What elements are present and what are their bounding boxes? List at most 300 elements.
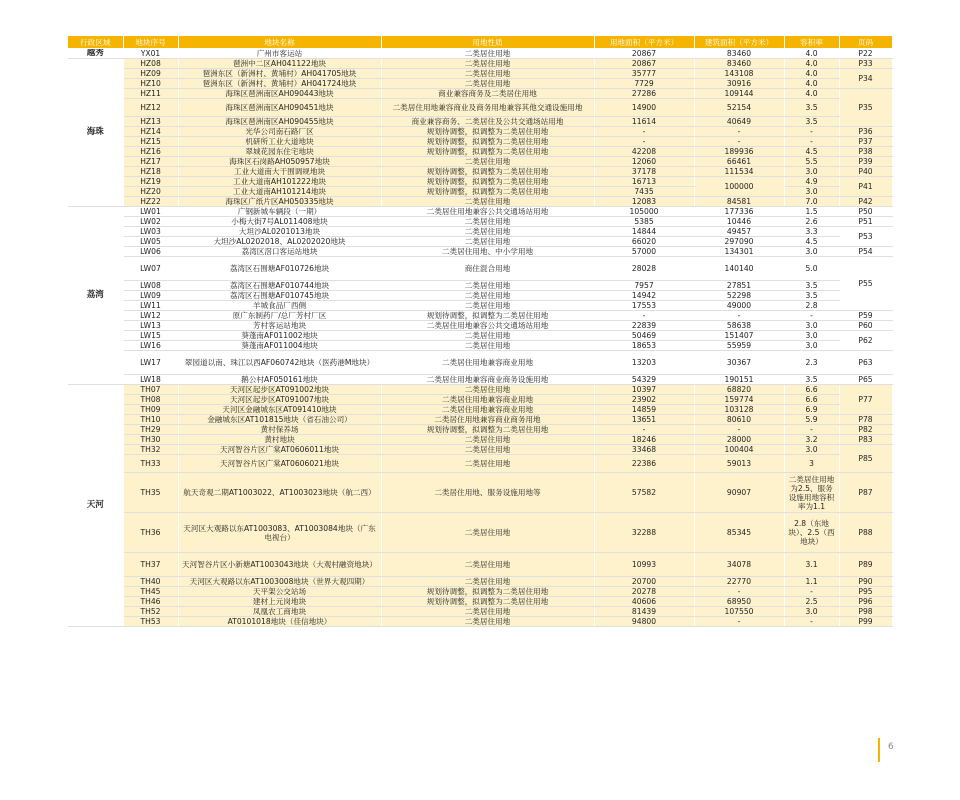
building-area-cell: 68820 <box>694 385 784 395</box>
parcel-name-cell: 光华公司南石路厂区 <box>178 127 381 137</box>
table-row <box>68 311 892 321</box>
parcel-name-cell: 琶洲东区（新洲村、黄埔村）AH041724地块 <box>178 79 381 89</box>
parcel-name-cell: 天河区大观路以东AT1003083、AT1003084地块（广东电视台） <box>178 513 381 553</box>
building-area-cell: - <box>694 425 784 435</box>
table-row <box>68 147 892 157</box>
page-cell: P82 <box>839 425 892 435</box>
land-area-cell: 14844 <box>594 227 694 237</box>
land-area-cell: 23902 <box>594 395 694 405</box>
page-cell: P35 <box>839 89 892 127</box>
land-area-cell: 13651 <box>594 415 694 425</box>
building-area-cell: 140140 <box>694 257 784 281</box>
header-page: 页码 <box>839 36 892 49</box>
plot-ratio-cell: 3.0 <box>784 331 839 341</box>
land-use-cell: 二类居住用地 <box>381 49 594 59</box>
table-row <box>68 99 892 117</box>
parcel-id-cell: TH45 <box>123 587 178 597</box>
plot-ratio-cell: 3.0 <box>784 321 839 331</box>
header-land-use: 用地性质 <box>381 36 594 49</box>
land-use-cell: 二类居住用地 <box>381 237 594 247</box>
page-cell: P62 <box>839 331 892 351</box>
parcel-name-cell: 小梅大街7号AL011408地块 <box>178 217 381 227</box>
land-area-cell: 28028 <box>594 257 694 281</box>
building-area-cell: 52298 <box>694 291 784 301</box>
plot-ratio-cell: 2.8 <box>784 301 839 311</box>
table-row <box>68 137 892 147</box>
land-area-cell: 27286 <box>594 89 694 99</box>
land-use-cell: 二类居住用地 <box>381 301 594 311</box>
page-cell: P38 <box>839 147 892 157</box>
table-row <box>68 385 892 395</box>
parcel-name-cell: 大坦沙AL0201013地块 <box>178 227 381 237</box>
land-area-cell: 22839 <box>594 321 694 331</box>
building-area-cell: 297090 <box>694 237 784 247</box>
plot-ratio-cell: 3.5 <box>784 375 839 385</box>
table-row <box>68 59 892 69</box>
parcel-id-cell: HZ09 <box>123 69 178 79</box>
parcel-name-cell: 海珠区琶洲南区AH090451地块 <box>178 99 381 117</box>
land-area-cell: 66020 <box>594 237 694 247</box>
land-area-cell: 57582 <box>594 473 694 513</box>
page-cell: P85 <box>839 445 892 473</box>
plot-ratio-cell: 4.0 <box>784 89 839 99</box>
table-row <box>68 375 892 385</box>
page-cell: P98 <box>839 607 892 617</box>
parcel-id-cell: HZ13 <box>123 117 178 127</box>
table-row <box>68 587 892 597</box>
parcel-name-cell: 海珠区琶洲南区AH090455地块 <box>178 117 381 127</box>
land-area-cell: 10993 <box>594 553 694 577</box>
parcel-name-cell: 天河区大观路以东AT1003008地块（世界大观四期） <box>178 577 381 587</box>
building-area-cell: 151407 <box>694 331 784 341</box>
land-area-cell: - <box>594 425 694 435</box>
parcel-id-cell: TH46 <box>123 597 178 607</box>
page-cell: P78 <box>839 415 892 425</box>
land-use-cell: 二类居住用地 <box>381 341 594 351</box>
page-cell: P83 <box>839 435 892 445</box>
parcel-id-cell: LW01 <box>123 207 178 217</box>
district-cell: 荔湾 <box>68 207 123 385</box>
page-cell: P63 <box>839 351 892 375</box>
parcel-name-cell: 天河智谷片区小新塘AT1003043地块（大观村融资地块） <box>178 553 381 577</box>
page-cell: P96 <box>839 597 892 607</box>
plot-ratio-cell: 3.3 <box>784 227 839 237</box>
building-area-cell: 27851 <box>694 281 784 291</box>
page-cell: P50 <box>839 207 892 217</box>
parcel-id-cell: TH29 <box>123 425 178 435</box>
parcel-id-cell: TH10 <box>123 415 178 425</box>
land-area-cell: 22386 <box>594 455 694 473</box>
land-use-cell: 规划待调整，拟调整为二类居住用地 <box>381 127 594 137</box>
land-area-cell: 50469 <box>594 331 694 341</box>
parcel-id-cell: HZ17 <box>123 157 178 167</box>
land-use-cell: 二类居住用地 <box>381 331 594 341</box>
land-use-cell: 二类居住用地 <box>381 291 594 301</box>
table-row <box>68 435 892 445</box>
land-use-cell: 商住混合用地 <box>381 257 594 281</box>
plot-ratio-cell: - <box>784 311 839 321</box>
plot-ratio-cell: 1.1 <box>784 577 839 587</box>
land-use-cell: 二类居住用地 <box>381 455 594 473</box>
table-row <box>68 321 892 331</box>
plot-ratio-cell: 3.0 <box>784 341 839 351</box>
building-area-cell: 190151 <box>694 375 784 385</box>
parcel-name-cell: 葵蓬南AF011004地块 <box>178 341 381 351</box>
parcel-id-cell: HZ14 <box>123 127 178 137</box>
parcel-name-cell: 广钢新城车辆段（一期） <box>178 207 381 217</box>
land-use-cell: 规划待调整，拟调整为二类居住用地 <box>381 425 594 435</box>
land-use-cell: 二类居住用地兼容公共交通场站用地 <box>381 321 594 331</box>
parcel-name-cell: 翠园道以南、珠江以西AF060742地块（医药港M地块） <box>178 351 381 375</box>
land-use-cell: 二类居住用地 <box>381 445 594 455</box>
land-use-cell: 二类居住用地 <box>381 217 594 227</box>
table-row <box>68 445 892 455</box>
building-area-cell: 109144 <box>694 89 784 99</box>
land-use-cell: 二类居住用地兼容商业用地 <box>381 395 594 405</box>
building-area-cell: 66461 <box>694 157 784 167</box>
parcel-id-cell: LW08 <box>123 281 178 291</box>
parcel-name-cell: 建材上元岗地块 <box>178 597 381 607</box>
building-area-cell: 143108 <box>694 69 784 79</box>
building-area-cell: 85345 <box>694 513 784 553</box>
plot-ratio-cell: - <box>784 137 839 147</box>
page-cell: P88 <box>839 513 892 553</box>
parcel-id-cell: TH36 <box>123 513 178 553</box>
building-area-cell: 10446 <box>694 217 784 227</box>
page-number: 6 <box>878 738 894 762</box>
parcel-name-cell: 荔湾区滘口客运站地块 <box>178 247 381 257</box>
parcel-id-cell: LW18 <box>123 375 178 385</box>
parcel-name-cell: 天河区起步区AT091002地块 <box>178 385 381 395</box>
building-area-cell: 103128 <box>694 405 784 415</box>
land-use-cell: 二类居住用地兼容商业商务设施用地 <box>381 375 594 385</box>
plot-ratio-cell: 4.5 <box>784 237 839 247</box>
plot-ratio-cell: 4.0 <box>784 79 839 89</box>
table-body <box>68 49 892 627</box>
building-area-cell: 83460 <box>694 49 784 59</box>
table-row <box>68 49 892 59</box>
parcel-name-cell: 工业大道南AH101214地块 <box>178 187 381 197</box>
table-row <box>68 217 892 227</box>
parcel-id-cell: TH40 <box>123 577 178 587</box>
table-row <box>68 257 892 281</box>
parcel-name-cell: 天河智谷片区广棠AT0606011地块 <box>178 445 381 455</box>
parcel-name-cell: 机研所工业大道地块 <box>178 137 381 147</box>
parcel-id-cell: LW06 <box>123 247 178 257</box>
building-area-cell: 134301 <box>694 247 784 257</box>
plot-ratio-cell: 2.6 <box>784 217 839 227</box>
header-parcel-id: 地块序号 <box>123 36 178 49</box>
land-use-cell: 二类居住用地 <box>381 553 594 577</box>
land-use-cell: 二类居住用地 <box>381 69 594 79</box>
land-use-cell: 二类居住用地兼容商业用地 <box>381 405 594 415</box>
plot-ratio-cell: 4.0 <box>784 49 839 59</box>
plot-ratio-cell: - <box>784 587 839 597</box>
land-area-cell: 57000 <box>594 247 694 257</box>
land-area-cell: 17553 <box>594 301 694 311</box>
building-area-cell: 177336 <box>694 207 784 217</box>
parcel-id-cell: TH09 <box>123 405 178 415</box>
land-use-cell: 规划待调整，拟调整为二类居住用地 <box>381 187 594 197</box>
plot-ratio-cell: 4.5 <box>784 147 839 157</box>
header-building-area: 建筑面积（平方米） <box>694 36 784 49</box>
land-use-cell: 二类居住用地 <box>381 157 594 167</box>
parcel-id-cell: LW05 <box>123 237 178 247</box>
page-cell: P87 <box>839 473 892 513</box>
plot-ratio-cell: 5.5 <box>784 157 839 167</box>
page-cell: P42 <box>839 197 892 207</box>
parcel-id-cell: TH07 <box>123 385 178 395</box>
land-area-cell: - <box>594 127 694 137</box>
building-area-cell: 59013 <box>694 455 784 473</box>
plot-ratio-cell: 2.5 <box>784 597 839 607</box>
table-row <box>68 425 892 435</box>
parcel-id-cell: HZ18 <box>123 167 178 177</box>
parcel-id-cell: LW07 <box>123 257 178 281</box>
page-cell: P37 <box>839 137 892 147</box>
parcel-id-cell: HZ12 <box>123 99 178 117</box>
parcel-name-cell: 天河区起步区AT091007地块 <box>178 395 381 405</box>
land-area-cell: - <box>594 311 694 321</box>
building-area-cell: 100404 <box>694 445 784 455</box>
parcel-id-cell: LW15 <box>123 331 178 341</box>
plot-ratio-cell: 1.5 <box>784 207 839 217</box>
land-area-cell: 94800 <box>594 617 694 627</box>
parcel-id-cell: LW02 <box>123 217 178 227</box>
plot-ratio-cell: 3 <box>784 455 839 473</box>
parcel-name-cell: 金融城东区AT101815地块（省石油公司） <box>178 415 381 425</box>
parcel-name-cell: 琶洲中二区AH041122地块 <box>178 59 381 69</box>
table-row <box>68 247 892 257</box>
parcel-name-cell: 黄村地块 <box>178 435 381 445</box>
building-area-cell: 111534 <box>694 167 784 177</box>
plot-ratio-cell: 4.0 <box>784 59 839 69</box>
parcel-id-cell: YX01 <box>123 49 178 59</box>
page-cell: P77 <box>839 385 892 415</box>
table-row <box>68 577 892 587</box>
page-cell: P60 <box>839 321 892 331</box>
plot-ratio-cell: - <box>784 617 839 627</box>
page-cell: P55 <box>839 257 892 311</box>
land-area-cell: 20867 <box>594 49 694 59</box>
land-use-cell: 二类居住用地 <box>381 281 594 291</box>
parcel-name-cell: 工业大道南AH101222地块 <box>178 177 381 187</box>
plot-ratio-cell: 2.8（东地块）、2.5（西地块） <box>784 513 839 553</box>
building-area-cell: 49457 <box>694 227 784 237</box>
land-use-cell: 二类居住用地、服务设施用地等 <box>381 473 594 513</box>
plot-ratio-cell: - <box>784 425 839 435</box>
building-area-cell: 49000 <box>694 301 784 311</box>
building-area-cell: 80610 <box>694 415 784 425</box>
land-use-cell: 规划待调整，拟调整为二类居住用地 <box>381 167 594 177</box>
table-row <box>68 157 892 167</box>
land-use-cell: 二类居住用地 <box>381 79 594 89</box>
parcel-id-cell: LW17 <box>123 351 178 375</box>
building-area-cell: 84581 <box>694 197 784 207</box>
parcel-id-cell: TH08 <box>123 395 178 405</box>
table-row <box>68 553 892 577</box>
parcel-id-cell: TH30 <box>123 435 178 445</box>
land-area-cell: 16713 <box>594 177 694 187</box>
parcel-name-cell: 天河区金融城东区AT091410地块 <box>178 405 381 415</box>
building-area-cell: 30367 <box>694 351 784 375</box>
building-area-cell: 55959 <box>694 341 784 351</box>
parcel-name-cell: 广州市客运站 <box>178 49 381 59</box>
parcel-id-cell: TH33 <box>123 455 178 473</box>
building-area-cell: 107550 <box>694 607 784 617</box>
parcel-id-cell: LW12 <box>123 311 178 321</box>
page-cell: P89 <box>839 553 892 577</box>
header-district: 行政区域 <box>68 36 123 49</box>
table-row <box>68 207 892 217</box>
plot-ratio-cell: 5.9 <box>784 415 839 425</box>
parcel-name-cell: 羊城食品厂西侧 <box>178 301 381 311</box>
table-row <box>68 301 892 311</box>
plot-ratio-cell: 3.0 <box>784 187 839 197</box>
parcel-name-cell: 黄村保养场 <box>178 425 381 435</box>
parcel-name-cell: 芳村客运站地块 <box>178 321 381 331</box>
parcel-id-cell: TH53 <box>123 617 178 627</box>
parcel-id-cell: HZ11 <box>123 89 178 99</box>
land-use-cell: 规划待调整，拟调整为二类居住用地 <box>381 311 594 321</box>
table-row <box>68 177 892 187</box>
table-row <box>68 89 892 99</box>
table-row <box>68 127 892 137</box>
district-cell: 海珠 <box>68 59 123 207</box>
table-row <box>68 117 892 127</box>
building-area-cell: 189936 <box>694 147 784 157</box>
land-use-cell: 二类居住用地 <box>381 617 594 627</box>
land-area-cell: 7957 <box>594 281 694 291</box>
table-row <box>68 405 892 415</box>
header-plot-ratio: 容积率 <box>784 36 839 49</box>
page-cell: P34 <box>839 69 892 89</box>
building-area-cell: 52154 <box>694 99 784 117</box>
building-area-cell: 58638 <box>694 321 784 331</box>
land-use-cell: 二类居住用地 <box>381 607 594 617</box>
plot-ratio-cell: 3.0 <box>784 247 839 257</box>
table-row <box>68 415 892 425</box>
page-cell: P36 <box>839 127 892 137</box>
building-area-cell: 22770 <box>694 577 784 587</box>
plot-ratio-cell: - <box>784 127 839 137</box>
page-cell: P59 <box>839 311 892 321</box>
table-row <box>68 331 892 341</box>
parcel-name-cell: 天平架公交站场 <box>178 587 381 597</box>
table-row <box>68 281 892 291</box>
district-cell: 天河 <box>68 385 123 627</box>
land-use-cell: 规划待调整，拟调整为二类居住用地 <box>381 177 594 187</box>
plot-ratio-cell: 4.0 <box>784 69 839 79</box>
parcel-name-cell: 工业大道南大干围调规地块 <box>178 167 381 177</box>
plot-ratio-cell: 3.2 <box>784 435 839 445</box>
plot-ratio-cell: 6.9 <box>784 405 839 415</box>
plot-ratio-cell: 7.0 <box>784 197 839 207</box>
building-area-cell: 90907 <box>694 473 784 513</box>
parcel-name-cell: 荔湾区石围塘AF010745地块 <box>178 291 381 301</box>
land-area-cell: 40606 <box>594 597 694 607</box>
land-use-cell: 商业兼容商务、二类居住及公共交通场站用地 <box>381 117 594 127</box>
parcel-id-cell: LW16 <box>123 341 178 351</box>
building-area-cell: - <box>694 137 784 147</box>
table-row <box>68 167 892 177</box>
land-use-cell: 二类居住用地 <box>381 59 594 69</box>
table-row <box>68 69 892 79</box>
building-area-cell: 40649 <box>694 117 784 127</box>
parcel-name-cell: 鹅公村AF050161地块 <box>178 375 381 385</box>
building-area-cell: 30916 <box>694 79 784 89</box>
parcel-id-cell: LW11 <box>123 301 178 311</box>
building-area-cell: - <box>694 617 784 627</box>
table-row <box>68 395 892 405</box>
land-use-cell: 二类居住用地 <box>381 385 594 395</box>
land-area-cell: 11614 <box>594 117 694 127</box>
table-row <box>68 607 892 617</box>
parcel-id-cell: TH37 <box>123 553 178 577</box>
land-use-cell: 商业兼容商务及二类居住用地 <box>381 89 594 99</box>
land-use-cell: 规划待调整，拟调整为二类居住用地 <box>381 597 594 607</box>
building-area-cell: 28000 <box>694 435 784 445</box>
land-use-cell: 二类居住用地兼容公共交通场站用地 <box>381 207 594 217</box>
land-use-cell: 二类居住用地、中小学用地 <box>381 247 594 257</box>
land-use-cell: 规划待调整，拟调整为二类居住用地 <box>381 137 594 147</box>
parcel-id-cell: HZ20 <box>123 187 178 197</box>
land-use-cell: 二类居住用地兼容商业用地 <box>381 351 594 375</box>
land-area-cell: 20867 <box>594 59 694 69</box>
parcel-name-cell: 原广东制药厂/总厂芳村厂区 <box>178 311 381 321</box>
page-cell: P51 <box>839 217 892 227</box>
parcel-name-cell: 天河智谷片区广棠AT0606021地块 <box>178 455 381 473</box>
land-use-cell: 二类居住用地兼容商业及商务用地兼容其他交通设施用地 <box>381 99 594 117</box>
building-area-cell: 159774 <box>694 395 784 405</box>
land-area-cell: 5385 <box>594 217 694 227</box>
parcel-id-cell: TH35 <box>123 473 178 513</box>
parcel-name-cell: 航天奇观二期AT1003022、AT1003023地块（航二西） <box>178 473 381 513</box>
land-use-cell: 二类居住用地兼容商业商务用地 <box>381 415 594 425</box>
land-use-cell: 二类居住用地 <box>381 513 594 553</box>
building-area-cell: - <box>694 587 784 597</box>
land-area-cell: 12060 <box>594 157 694 167</box>
parcel-name-cell: AT0101018地块（佳信地块） <box>178 617 381 627</box>
table-row <box>68 351 892 375</box>
parcel-name-cell: 凤凰农工商地块 <box>178 607 381 617</box>
table-row <box>68 237 892 247</box>
plot-ratio-cell: 6.6 <box>784 385 839 395</box>
page-cell: P22 <box>839 49 892 59</box>
plot-ratio-cell: 二类居住用地为2.5、服务设施用地容积率为1.1 <box>784 473 839 513</box>
land-area-cell: 81439 <box>594 607 694 617</box>
land-area-cell: 10397 <box>594 385 694 395</box>
land-area-cell: 13203 <box>594 351 694 375</box>
page-cell: P33 <box>839 59 892 69</box>
table-row <box>68 513 892 553</box>
plot-ratio-cell: 3.0 <box>784 607 839 617</box>
building-area-cell: 68950 <box>694 597 784 607</box>
page-cell: P54 <box>839 247 892 257</box>
parcel-name-cell: 海珠区琶洲南区AH090443地块 <box>178 89 381 99</box>
district-cell: 越秀 <box>68 49 123 59</box>
parcel-name-cell: 大坦沙AL0202018、AL0202020地块 <box>178 237 381 247</box>
plot-ratio-cell: 3.5 <box>784 99 839 117</box>
plot-ratio-cell: 3.0 <box>784 167 839 177</box>
plot-ratio-cell: 6.6 <box>784 395 839 405</box>
land-area-cell: 35777 <box>594 69 694 79</box>
land-area-cell: 33468 <box>594 445 694 455</box>
land-parcel-table <box>68 36 893 627</box>
land-area-cell: 20278 <box>594 587 694 597</box>
parcel-name-cell: 海珠区石岗路AH050957地块 <box>178 157 381 167</box>
land-use-cell: 二类居住用地 <box>381 197 594 207</box>
